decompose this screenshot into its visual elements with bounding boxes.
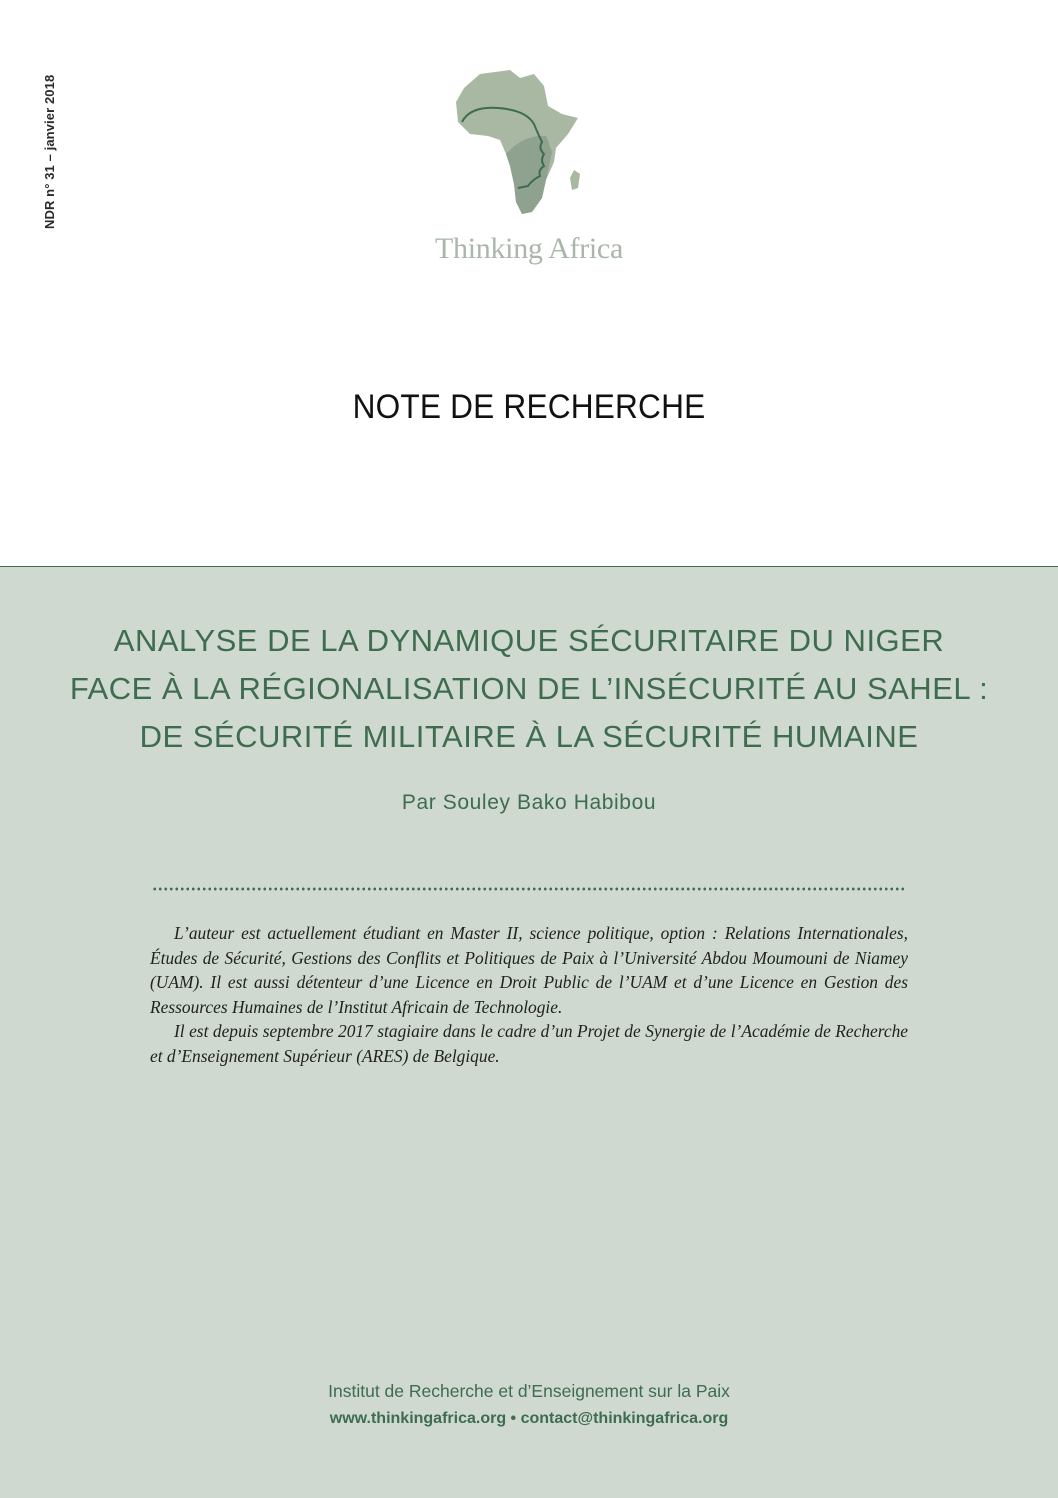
document-type-heading: NOTE DE RECHERCHE [352, 388, 706, 426]
africa-profile-map-icon [440, 62, 600, 222]
author-bio [150, 921, 908, 1068]
report-title-line: ANALYSE DE LA DYNAMIQUE SÉCURITAIRE DU NIGER [113, 623, 945, 658]
bio-paragraph: Il est depuis septembre 2017 stagiaire dans le cadre d’un Projet de Synergie de l’Académie de Recherche et d’Enseignement Supérieur (ARES) de Belgique. [150, 1021, 908, 1066]
report-title-line: DE SÉCURITÉ MILITAIRE À LA SÉCURITÉ HUMAINE [139, 719, 919, 754]
issue-label: NDR n° 31 – janvier 2018 [42, 74, 57, 229]
institute-name: Institut de Recherche et d’Enseignement sur la Paix [328, 1381, 730, 1401]
contact-line: www.thinkingafrica.org • contact@thinkingafrica.org [329, 1410, 729, 1427]
brand-name: Thinking Africa [435, 232, 623, 265]
bio-paragraph: L’auteur est actuellement étudiant en Master II, science politique, option : Relations Internationales, Études de Sécurité, Gestions des Conflits et Politiques de Paix à l’Université Abdou Moumouni de Niamey (UAM). Il est aussi détenteur d’une Licence en Droit Public de l’UAM et d’une Licence en Gestion des Ressources Humaines de l’Institut Africain de Technologie. [150, 923, 908, 1017]
author-byline: Par Souley Bako Habibou [401, 791, 657, 814]
report-title [0, 617, 1058, 761]
dotted-divider [152, 886, 906, 892]
report-title-line: FACE À LA RÉGIONALISATION DE L’INSÉCURITÉ AU SAHEL : [69, 671, 989, 706]
